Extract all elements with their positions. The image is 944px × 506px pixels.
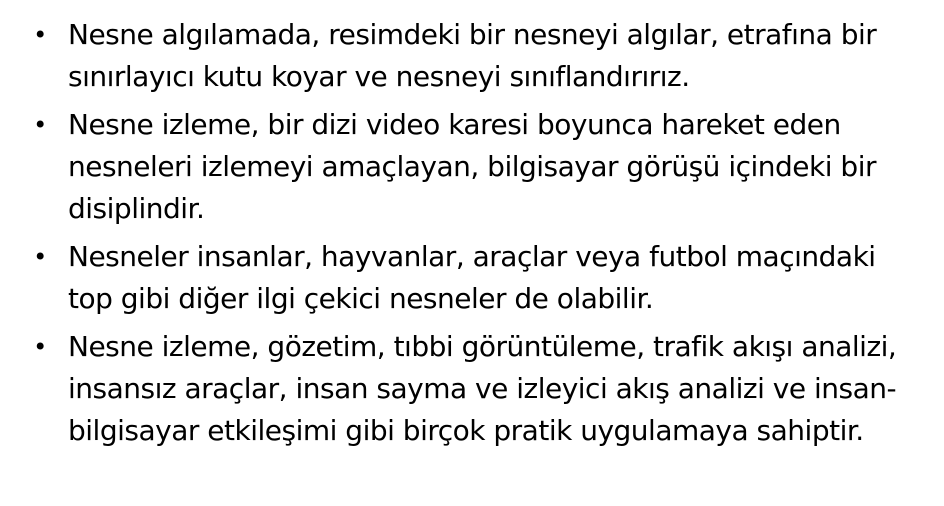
bullet-item-1 [30,14,925,98]
bullet-text: Nesne izleme, gözetim, tıbbi görüntüleme, trafik akışı analizi, insansız araçlar, insan sayma ve izleyici akış analizi ve insan-bilgisayar etkileşimi gibi birçok pratik uygulamaya sahiptir. [68,330,897,447]
bullet-text: Nesneler insanlar, hayvanlar, araçlar veya futbol maçındaki top gibi diğer ilgi çekici nesneler de olabilir. [68,240,876,315]
bullet-marker: • [33,333,47,361]
bullet-item-4 [30,326,925,452]
bullet-item-2 [30,104,925,230]
bullet-marker: • [33,111,47,139]
bullet-marker: • [33,243,47,271]
bullet-text: Nesne izleme, bir dizi video karesi boyunca hareket eden nesneleri izlemeyi amaçlayan, bilgisayar görüşü içindeki bir disiplindir. [68,108,876,225]
bullet-list [30,14,925,458]
bullet-marker: • [33,21,47,49]
bullet-item-3 [30,236,925,320]
bullet-text: Nesne algılamada, resimdeki bir nesneyi algılar, etrafına bir sınırlayıcı kutu koyar ve nesneyi sınıflandırırız. [68,18,877,93]
